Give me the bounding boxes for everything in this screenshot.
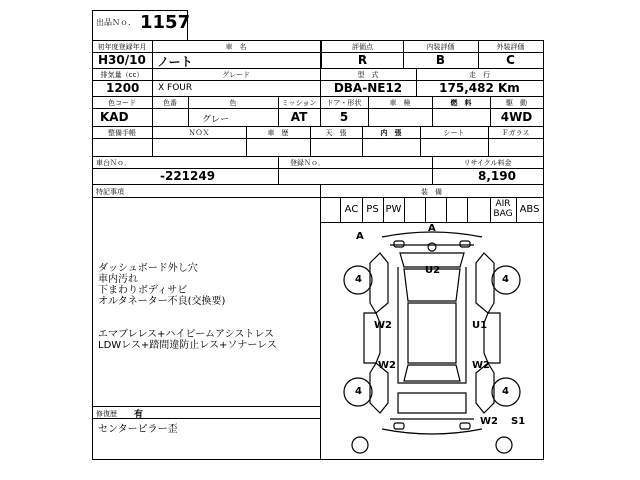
header-nox: ＮＯＸ	[188, 129, 210, 137]
header-mileage: 走 行	[469, 71, 490, 79]
damage-mark: 4	[502, 386, 509, 397]
header-color-code: 色コード	[108, 99, 136, 107]
value-repair: 有	[134, 410, 144, 420]
header-f-glass: Ｆガラス	[501, 129, 530, 137]
damage-mark: W2	[374, 320, 392, 331]
header-mission: ミッション	[281, 99, 317, 107]
equip-airbag: AIR BAG	[493, 199, 513, 219]
header-interior-trim: 内 張	[380, 129, 402, 137]
damage-mark: 4	[355, 386, 362, 397]
value-recycle: 8,190	[478, 169, 516, 183]
header-reg-no: 登録Ｎｏ．	[290, 159, 325, 167]
header-manual: 整備手帳	[108, 129, 136, 137]
header-color: 色	[229, 99, 237, 107]
value-displacement: 1200	[106, 81, 140, 95]
header-exterior: 外装評価	[496, 43, 525, 51]
header-history: 車 歴	[267, 129, 289, 137]
value-grade: X FOUR	[158, 83, 193, 93]
header-model: 型 式	[357, 71, 379, 79]
value-interior: B	[435, 53, 446, 67]
damage-mark: S1	[511, 416, 526, 427]
header-repair: 修復歴	[96, 410, 117, 418]
header-drive: 駆 動	[506, 99, 527, 107]
damage-mark: U1	[472, 320, 488, 331]
car-damage-diagram	[320, 223, 543, 459]
value-model: DBA-NE12	[333, 81, 403, 95]
damage-mark: W2	[378, 360, 396, 371]
value-doors: 5	[339, 110, 349, 124]
note-line: オルタネーター不良(交換要)	[98, 296, 226, 307]
value-mileage: 175,482 Km	[439, 81, 520, 95]
value-score: R	[357, 53, 368, 67]
header-interior: 内装評価	[426, 43, 455, 51]
header-first-reg: 初年度登録年月	[97, 43, 147, 51]
note-line: LDWレス+踏間違防止レス+ソナーレス	[98, 340, 277, 351]
value-color: グレー	[202, 115, 230, 125]
header-inspection: 車 検	[389, 99, 411, 107]
value-mission: AT	[290, 110, 308, 124]
note-line: 車内汚れ	[98, 274, 138, 285]
header-fuel: 燃 料	[450, 99, 472, 107]
equip-ac: AC	[344, 204, 359, 215]
equip-ps: PS	[366, 204, 379, 215]
damage-mark: U2	[425, 265, 441, 276]
damage-mark: A	[428, 223, 436, 234]
damage-mark: 4	[502, 274, 509, 285]
equip-abs: ABS	[519, 204, 540, 215]
note-line: ダッシュボード外し穴	[98, 263, 198, 274]
header-notes: 特記事項	[96, 188, 124, 196]
header-displacement: 排気量（cc）	[100, 71, 144, 79]
header-seat: シート	[443, 129, 465, 137]
value-first-reg: H30/10	[98, 53, 146, 67]
header-score: 評価点	[352, 43, 373, 51]
header-color-no: 色番	[163, 99, 177, 107]
value-drive: 4WD	[500, 110, 533, 124]
value-color-code: KAD	[100, 110, 129, 124]
lot-label: 出品Ｎｏ．	[96, 18, 136, 27]
value-chassis-no: -221249	[160, 169, 216, 183]
header-car-name: 車 名	[225, 43, 247, 51]
value-exterior: C	[506, 53, 515, 67]
lot-number: 1157	[140, 12, 191, 33]
value-repair-note: センターピラー歪	[98, 424, 178, 435]
note-line: エマブレレス+ハイビームアシストレス	[98, 329, 275, 340]
equip-pw: PW	[385, 204, 402, 215]
header-doors: ドア・形状	[326, 99, 362, 107]
header-ceiling: 天 張	[325, 129, 347, 137]
header-equipment: 装 備	[421, 188, 442, 196]
value-car-name: ノート	[157, 55, 193, 69]
damage-mark: W2	[480, 416, 498, 427]
header-chassis-no: 車台Ｎｏ．	[96, 159, 131, 167]
header-recycle: リサイクル料金	[463, 159, 512, 167]
header-grade: グレード	[222, 71, 250, 79]
damage-mark: W2	[472, 360, 490, 371]
damage-mark: 4	[355, 274, 362, 285]
note-line: 下まわりボディサビ	[98, 285, 188, 296]
damage-mark: A	[356, 231, 364, 242]
